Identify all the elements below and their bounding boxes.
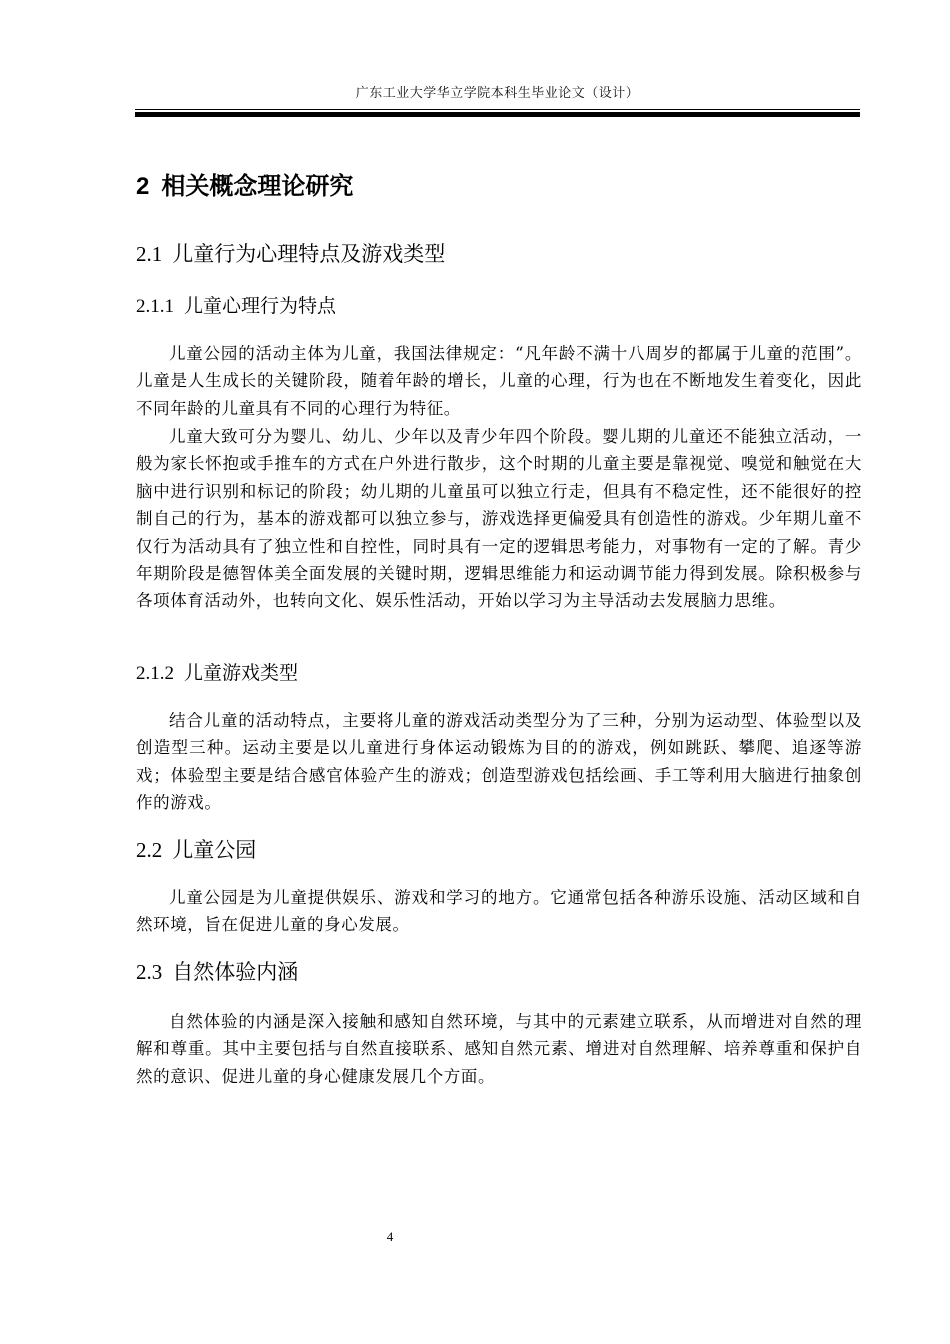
paragraph: 儿童公园是为儿童提供娱乐、游戏和学习的地方。它通常包括各种游乐设施、活动区域和自然环境，旨在促进儿童的身心发展。: [136, 888, 862, 935]
page-number: 4: [386, 1229, 394, 1244]
subsection-title: 儿童游戏类型: [184, 662, 299, 684]
subsection-heading-2-1-2: [136, 660, 298, 687]
section-number: 2.1: [136, 242, 163, 266]
section-title: 儿童行为心理特点及游戏类型: [172, 242, 446, 266]
section-title: 儿童公园: [172, 838, 257, 862]
section-heading-2-1: [136, 240, 445, 268]
header-rule-thin: [135, 109, 860, 110]
subsection-title: 儿童心理行为特点: [184, 295, 337, 317]
chapter-title: 相关概念理论研究: [161, 172, 354, 200]
subsection-number: 2.1.1: [136, 296, 174, 317]
paragraph: 结合儿童的活动特点，主要将儿童的游戏活动类型分为了三种，分别为运动型、体验型以及创造型三种。运动主要是以儿童进行身体运动锻炼为目的的游戏，例如跳跃、攀爬、追逐等游戏；体验型主要是结合感官体验产生的游戏；创造型游戏包括绘画、手工等利用大脑进行抽象创作的游戏。: [136, 711, 862, 813]
chapter-heading: [136, 170, 353, 203]
section-heading-2-2: [136, 836, 256, 864]
subsection-heading-2-1-1: [136, 293, 336, 320]
section-number: 2.2: [136, 838, 163, 862]
section-heading-2-3: [136, 958, 298, 986]
header-rule-thick: [135, 112, 860, 117]
subsection-number: 2.1.2: [136, 663, 174, 684]
running-header: 广东工业大学华立学院本科生毕业论文（设计）: [355, 86, 640, 101]
paragraph: 自然体验的内涵是深入接触和感知自然环境，与其中的元素建立联系，从而增进对自然的理解和尊重。其中主要包括与自然直接联系、感知自然元素、增进对自然理解、培养尊重和保护自然的意识、促进儿童的身心健康发展几个方面。: [136, 1012, 862, 1086]
section-title: 自然体验内涵: [172, 960, 299, 984]
paragraph: 儿童大致可分为婴儿、幼儿、少年以及青少年四个阶段。婴儿期的儿童还不能独立活动，一般为家长怀抱或手推车的方式在户外进行散步，这个时期的儿童主要是靠视觉、嗅觉和触觉在大脑中进行识别和标记的阶段；幼儿期的儿童虽可以独立行走，但具有不稳定性，还不能很好的控制自己的行为，基本的游戏都可以独立参与，游戏选择更偏爱具有创造性的游戏。少年期儿童不仅行为活动具有了独立性和自控性，同时具有一定的逻辑思考能力，对事物有一定的了解。青少年期阶段是德智体美全面发展的关键时期，逻辑思维能力和运动调节能力得到发展。除积极参与各项体育活动外，也转向文化、娱乐性活动，开始以学习为主导活动去发展脑力思维。: [136, 427, 862, 611]
section-number: 2.3: [136, 960, 163, 984]
paragraph: 儿童公园的活动主体为儿童，我国法律规定：“凡年龄不满十八周岁的都属于儿童的范围”。儿童是人生成长的关键阶段，随着年龄的增长，儿童的心理，行为也在不断地发生着变化，因此不同年龄的儿童具有不同的心理行为特征。: [136, 344, 862, 418]
chapter-number: 2: [136, 173, 150, 200]
